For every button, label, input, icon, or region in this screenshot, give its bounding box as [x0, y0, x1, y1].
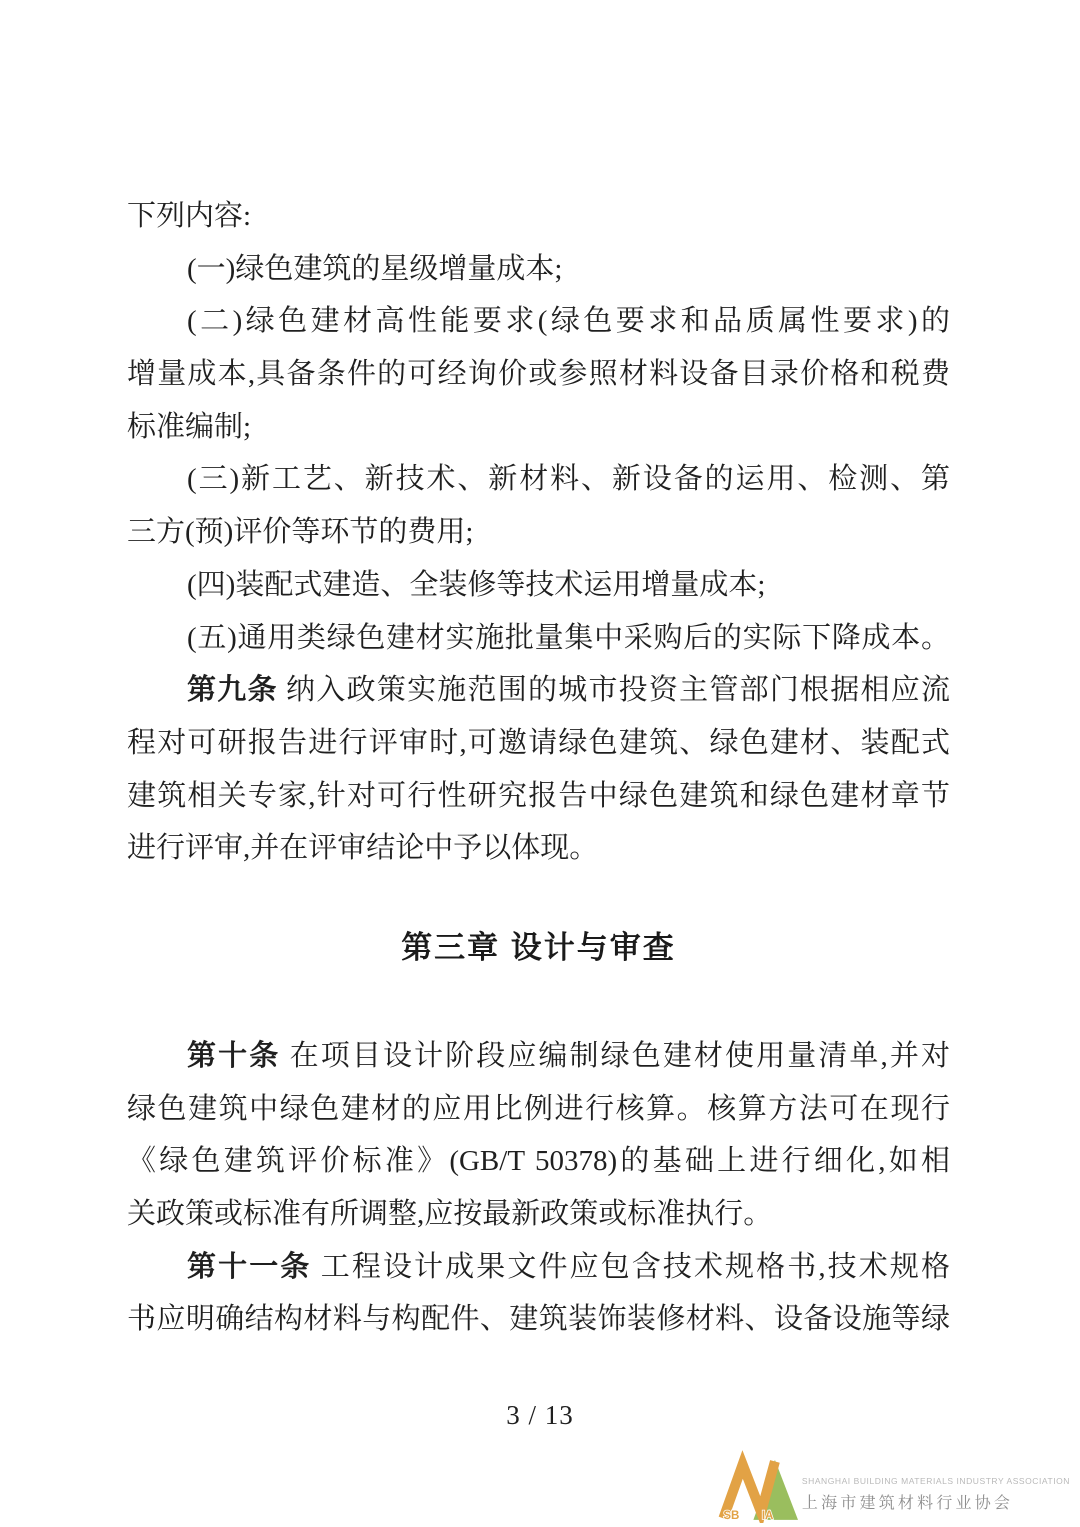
document-line: 程对可研报告进行评审时,可邀请绿色建筑、绿色建材、装配式 [127, 726, 950, 759]
document-line: 第十条 在项目设计阶段应编制绿色建材使用量清单,并对 [187, 1039, 950, 1072]
document-line: 第十一条 工程设计成果文件应包含技术规格书,技术规格 [187, 1250, 950, 1283]
chapter-heading: 第三章 设计与审查 [401, 929, 676, 965]
association-name-english: SHANGHAI BUILDING MATERIALS INDUSTRY ASSOCIATION [801, 1476, 1070, 1486]
article-number: 第九条 [187, 674, 278, 707]
document-line: 绿色建筑中绿色建材的应用比例进行核算。核算方法可在现行 [127, 1092, 950, 1125]
association-name-chinese: 上海市建筑材料行业协会 [801, 1495, 1014, 1512]
document-line: 第九条 纳入政策实施范围的城市投资主管部门根据相应流 [187, 674, 950, 707]
document-line: 增量成本,具备条件的可经询价或参照材料设备目录价格和税费 [127, 358, 950, 391]
document-line: (二)绿色建材高性能要求(绿色要求和品质属性要求)的 [187, 305, 950, 338]
document-line: (三)新工艺、新技术、新材料、新设备的运用、检测、第 [187, 463, 950, 496]
document-line: (五)通用类绿色建材实施批量集中采购后的实际下降成本。 [187, 621, 950, 654]
document-line: 进行评审,并在评审结论中予以体现。 [127, 832, 599, 865]
page-number: 3 / 13 [506, 1400, 574, 1430]
document-line: 三方(预)评价等环节的费用; [127, 516, 474, 549]
document-line: (四)装配式建造、全装修等技术运用增量成本; [187, 568, 766, 601]
document-line: 建筑相关专家,针对可行性研究报告中绿色建筑和绿色建材章节 [127, 779, 950, 812]
document-line: 关政策或标准有所调整,应按最新政策或标准执行。 [127, 1198, 773, 1230]
association-logo [718, 1449, 1070, 1523]
article-number: 第十一条 [187, 1250, 312, 1283]
logo-monogram-left: SB [723, 1510, 740, 1523]
document-line: 标准编制; [127, 410, 252, 443]
document-line: 《绿色建筑评价标准》(GB/T 50378)的基础上进行细化,如相 [127, 1145, 950, 1178]
document-body [127, 190, 950, 1346]
document-line: 书应明确结构材料与构配件、建筑装饰装修材料、设备设施等绿 [127, 1303, 950, 1336]
logo-monogram-right: IA [761, 1510, 774, 1523]
document-line: (一)绿色建筑的星级增量成本; [187, 252, 563, 285]
article-number: 第十条 [187, 1039, 281, 1072]
logo-text-block [802, 1476, 1070, 1523]
logo-mountain-icon [718, 1449, 798, 1523]
document-line: 下列内容: [127, 200, 252, 232]
